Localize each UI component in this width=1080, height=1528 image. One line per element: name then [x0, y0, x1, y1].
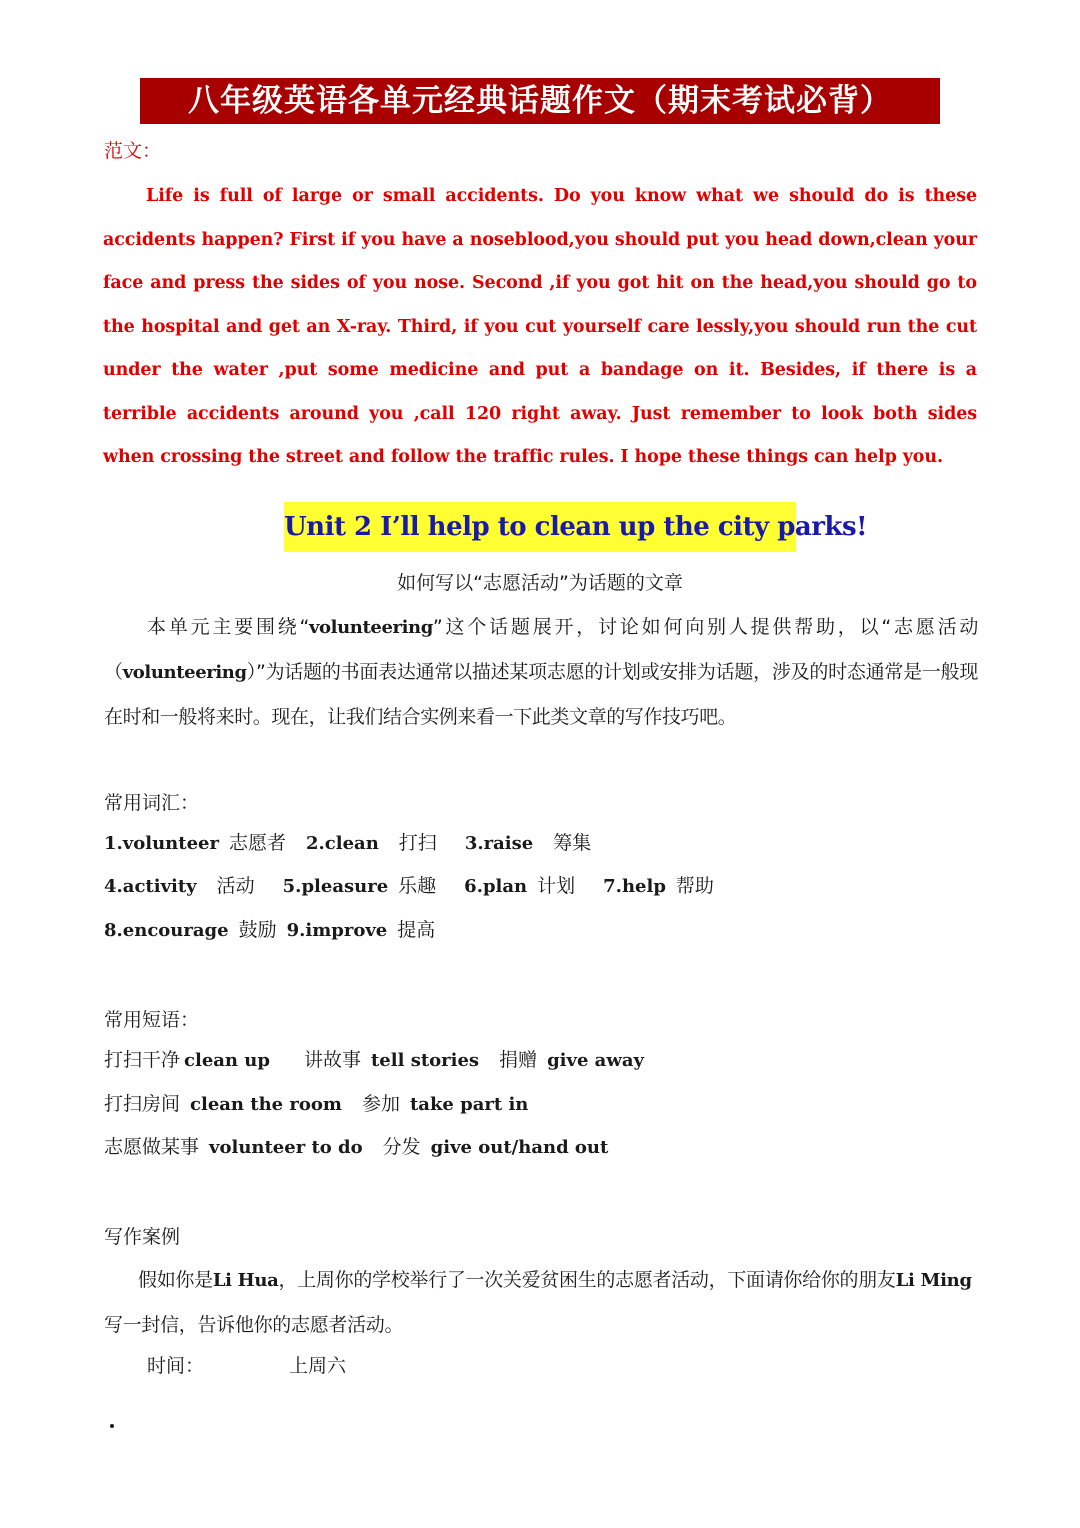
vocab-meaning: 乐趣	[398, 875, 437, 897]
vocab-word: 9.improve	[286, 920, 388, 941]
phrase-line-2	[104, 1089, 528, 1120]
unit-title: Unit 2 I’ll help to clean up the city parks!	[284, 502, 796, 552]
sample-label: 范文：	[104, 140, 162, 162]
vocab-heading: 常用词汇：	[104, 792, 200, 814]
vocab-word: 1.volunteer	[104, 833, 219, 854]
phrase-meaning: 志愿做某事	[104, 1136, 200, 1158]
time-label: 时间：	[147, 1355, 205, 1377]
vocab-meaning: 鼓励	[238, 919, 277, 941]
vocab-line-2	[104, 871, 714, 902]
vocab-meaning: 活动	[216, 875, 255, 897]
phrase-meaning: 打扫房间	[104, 1093, 181, 1115]
case-prompt	[104, 1258, 978, 1347]
sample-essay: Life is full of large or small accidents. Do you know what we should do is these accidents happen? First if you have a noseblood,you should put you head down,clean your face and press the sides of you nose. Second ,if you got hit on the head,you should go to the hospital and get an X-ray. Third, if you cut yourself care lessly,you should run the cut under the water ,put some medicine and put a bandage on it. Besides, if there is a terrible accidents around you ,call 120 right away. Just remember to look both sides when crossing the street and follow the traffic rules. I hope these things can help you.	[103, 186, 977, 467]
case-name-1: Li Hua	[212, 1270, 279, 1291]
vocab-meaning: 帮助	[675, 875, 714, 897]
phrase-line-1	[104, 1045, 644, 1076]
vocab-word: 7.help	[603, 876, 666, 897]
case-time-row	[147, 1351, 347, 1378]
phrase-line-3	[104, 1132, 608, 1163]
vocab-meaning: 筹集	[553, 832, 592, 854]
time-value: 上周六	[289, 1355, 347, 1377]
vocab-word: 2.clean	[306, 833, 379, 854]
vocab-word: 6.plan	[464, 876, 528, 897]
vocab-word: 5.pleasure	[282, 876, 389, 897]
unit-intro	[104, 605, 978, 739]
vocab-line-3	[104, 915, 435, 946]
phrase-meaning: 分发	[382, 1136, 421, 1158]
intro-term-2: volunteering	[122, 662, 247, 683]
phrases-heading: 常用短语：	[104, 1009, 200, 1031]
phrase-meaning: 打扫干净	[104, 1049, 181, 1071]
phrase-text: tell stories	[370, 1050, 480, 1071]
vocab-word: 4.activity	[104, 876, 197, 897]
case-text-2: ，上周你的学校举行了一次关爱贫困生的志愿者活动，下面请你给你的朋友	[278, 1269, 896, 1291]
phrase-meaning: 讲故事	[303, 1049, 361, 1071]
intro-term-1: volunteering	[309, 617, 433, 638]
document-title: 八年级英语各单元经典话题作文（期末考试必背）	[140, 78, 940, 124]
phrase-text: take part in	[409, 1094, 529, 1115]
vocab-meaning: 志愿者	[228, 832, 286, 854]
vocab-word: 3.raise	[464, 833, 534, 854]
vocab-word: 8.encourage	[104, 920, 229, 941]
phrase-text: clean up	[184, 1050, 270, 1071]
vocab-meaning: 提高	[397, 919, 436, 941]
intro-text-3: ）”为话题的书面表达通常以描述某项志愿的计划或安排为话题，涉及的时态通常是一般现在时和一般将来时。现在，让我们结合实例来看一下此类文章的写作技巧吧。	[104, 661, 978, 728]
phrase-text: volunteer to do	[209, 1137, 363, 1158]
unit-subtitle: 如何写以“志愿活动”为话题的文章	[397, 572, 683, 594]
intro-text-2: ”这个话题展开，讨论如何向别人提供帮助，以“志愿活动（	[104, 616, 978, 683]
phrase-text: give out/hand out	[430, 1137, 609, 1158]
phrase-meaning: 参加	[361, 1093, 400, 1115]
case-text-1: 假如你是	[138, 1269, 213, 1291]
vocab-line-1	[104, 828, 591, 859]
case-heading: 写作案例	[104, 1226, 181, 1248]
intro-text-1: 本单元主要围绕“	[147, 616, 309, 638]
case-text-3: 写一封信，告诉他你的志愿者活动。	[104, 1314, 404, 1336]
phrase-text: give away	[547, 1050, 644, 1071]
vocab-meaning: 计划	[537, 875, 576, 897]
phrase-meaning: 捐赠	[499, 1049, 538, 1071]
vocab-meaning: 打扫	[398, 832, 437, 854]
phrase-text: clean the room	[190, 1094, 342, 1115]
bullet-dot	[110, 1424, 114, 1428]
case-name-2: Li Ming	[895, 1270, 972, 1291]
